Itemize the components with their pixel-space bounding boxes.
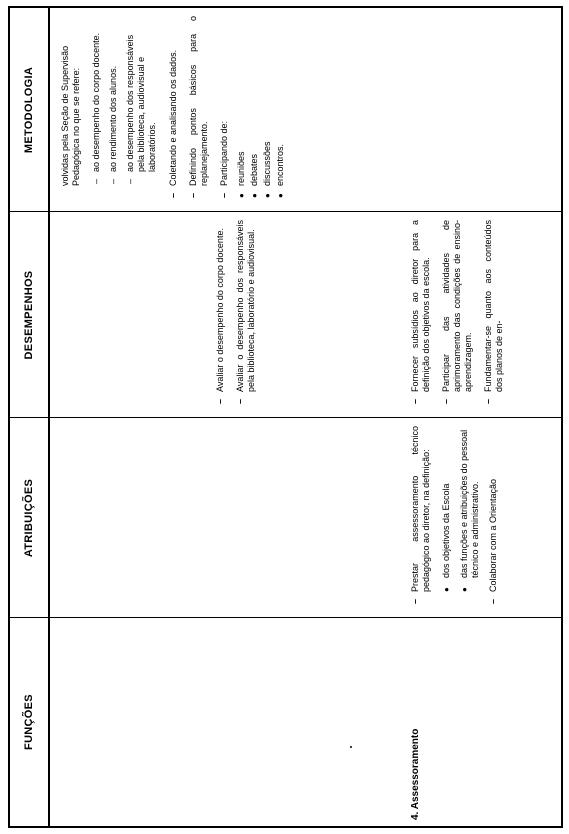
list-item [215,220,226,404]
list-item [249,16,260,198]
performance-text: Avaliar o desempenho dos responsáveis pela biblioteca, laboratório e audiovisual. [235,220,256,392]
list-item [459,426,481,592]
list-item [410,426,432,604]
performance-text: Participar das atividades de aprimoramento das condições de ensino-aprendizagem. [441,220,473,392]
planning-table [8,6,563,828]
header-desempenhos: DESEMPENHOS [23,270,35,360]
list-item [108,16,119,184]
methodology-text: Participando de: [219,120,229,186]
attribution-text: Colaborar com a Orientação [488,478,498,592]
methodology-bullet: encontros. [275,143,285,186]
dash-mark: – [235,398,245,404]
dash-mark: – [188,192,198,198]
bullet-mark: ● [460,587,469,592]
column-desempenhos-top [215,220,266,404]
list-item [188,16,210,198]
methodology-sub: ao desempenho do corpo docente. [91,32,101,172]
header-funcoes: FUNÇÕES [23,694,35,750]
list-item [441,220,474,404]
column-divider [10,211,561,212]
bullet-mark: ● [442,587,451,592]
attribution-bullet: das funções e atribuições do pessoal técnico e administrativo. [459,429,480,578]
attribution-bullet: dos objetivos da Escola [441,483,451,578]
dash-mark: – [488,598,498,604]
column-atribuicoes [410,426,508,604]
list-item [235,220,257,404]
list-item [219,16,230,198]
methodology-sub: ao desempenho dos responsáveis pela biblioteca, audiovisual e laboratórios. [125,34,157,172]
list-item [410,220,432,404]
list-item [275,16,286,198]
column-desempenhos-bottom [410,220,514,404]
performance-text: Avaliar o desempenho do corpo docente. [215,228,225,392]
performance-text: Fundamentar-se quanto aos conteúdos dos planos de en- [483,220,504,392]
header-metodologia: METODOLOGIA [23,66,35,154]
dash-mark: – [219,192,229,198]
bullet-mark: ● [237,193,246,198]
function-item-assessoramento: 4. Assessoramento [410,728,421,820]
performance-text: Fornecer subsídios ao diretor para a definição dos objetivos da escola. [410,220,431,392]
list-item [262,16,273,198]
column-metodologia [60,16,288,198]
dash-mark: – [108,178,118,184]
methodology-bullet: reuniões [236,151,246,186]
dash-mark: – [125,178,135,184]
list-item [483,220,505,404]
header-atribuicoes: ATRIBUIÇÕES [23,478,35,558]
bullet-mark: ● [263,193,272,198]
dash-mark: – [91,178,101,184]
list-item [168,16,179,198]
dash-mark: – [410,598,420,604]
list-item [488,426,499,604]
dash-mark: – [410,398,420,404]
dash-mark: – [215,398,225,404]
list-item [125,16,158,184]
methodology-text: Definindo pontos básicos para o replanejamento. [188,16,209,186]
column-divider [10,617,561,618]
dash-mark: – [441,398,451,404]
methodology-sub: ao rendimento dos alunos. [108,65,118,172]
column-funcoes [50,620,563,826]
speck [350,746,352,748]
bullet-mark: ● [250,193,259,198]
methodology-text: Coletando e analisando os dados. [168,49,178,186]
methodology-intro: volvidas pela Seção de Supervisão Pedagógica no que se refere: [60,45,81,186]
methodology-bullet: discussões [262,141,272,186]
attribution-text: Prestar assessoramento técnico pedagógico ao diretor, na definição: [410,426,431,592]
list-item [91,16,102,184]
methodology-bullet: debates [249,153,259,186]
column-divider [10,417,561,418]
list-item [236,16,247,198]
list-item [441,426,452,592]
dash-mark: – [483,398,493,404]
bullet-mark: ● [276,193,285,198]
dash-mark: – [168,192,178,198]
